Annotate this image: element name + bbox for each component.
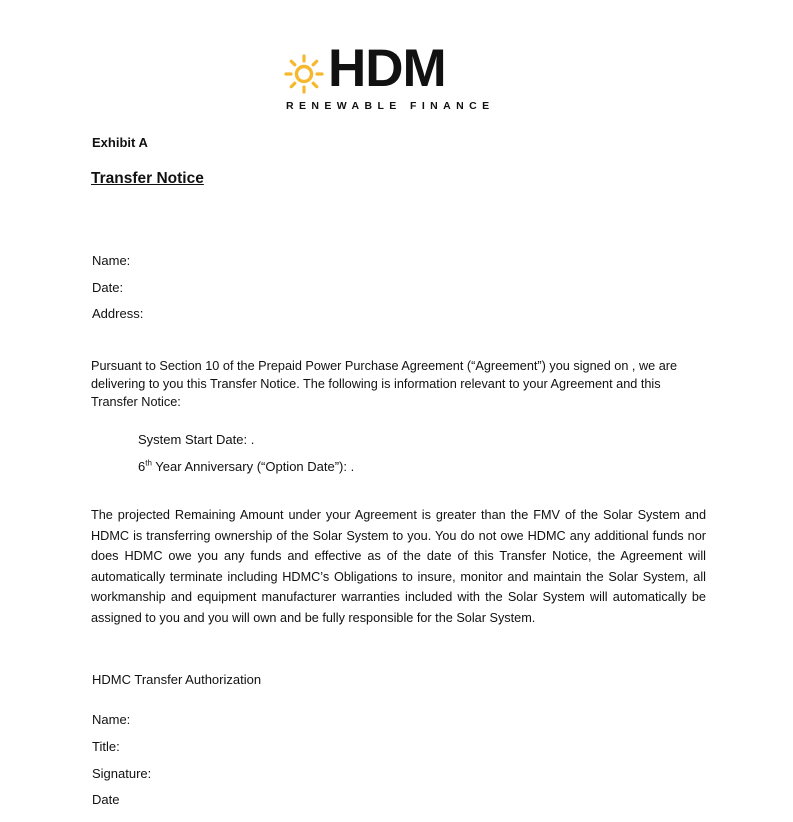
authorization-date-field: Date <box>92 792 120 807</box>
sun-ray <box>313 61 317 65</box>
anniversary-ordinal: th <box>145 458 152 468</box>
logo-tagline: RENEWABLE FINANCE <box>286 100 495 112</box>
sun-ray <box>313 83 317 87</box>
intro-paragraph: Pursuant to Section 10 of the Prepaid Power Purchase Agreement (“Agreement”) you signed on , we are delivering to you this Transfer Notice. The following is information relevant to your Agreement and this Transfer Notice: <box>91 359 678 409</box>
recipient-name-field: Name: <box>92 253 131 268</box>
sun-ray <box>291 61 295 65</box>
recipient-date-field: Date: <box>92 280 124 295</box>
sun-ray <box>291 83 295 87</box>
hdm-logo <box>282 39 514 116</box>
exhibit-label: Exhibit A <box>92 135 148 150</box>
anniversary-text: Year Anniversary (“Option Date”): . <box>151 459 355 474</box>
anniversary-number: 6 <box>138 459 146 474</box>
recipient-address-field: Address: <box>92 306 144 321</box>
option-date <box>138 459 354 475</box>
system-start-date: System Start Date: . <box>138 432 255 447</box>
authorization-name-field: Name: <box>92 712 131 727</box>
authorization-signature-field: Signature: <box>92 766 152 781</box>
body-paragraph: The projected Remaining Amount under your Agreement is greater than the FMV of the Solar System and HDMC is transferring ownership of the Solar System to you. You do not owe HDMC any additional funds nor does HDMC owe you any funds and effective as of the date of this Transfer Notice, the Agreement will automatically terminate including HDMC’s Obligations to insure, monitor and maintain the Solar System, all workmanship and equipment manufacturer warranties included with the Solar System will automatically be assigned to you and you will own and be fully responsible for the Solar System. <box>91 508 706 625</box>
authorization-heading: HDMC Transfer Authorization <box>92 672 262 687</box>
authorization-title-field: Title: <box>92 739 120 754</box>
logo-wordmark: HDM <box>328 39 446 98</box>
sun-icon <box>282 52 326 96</box>
page-title: Transfer Notice <box>91 170 204 187</box>
